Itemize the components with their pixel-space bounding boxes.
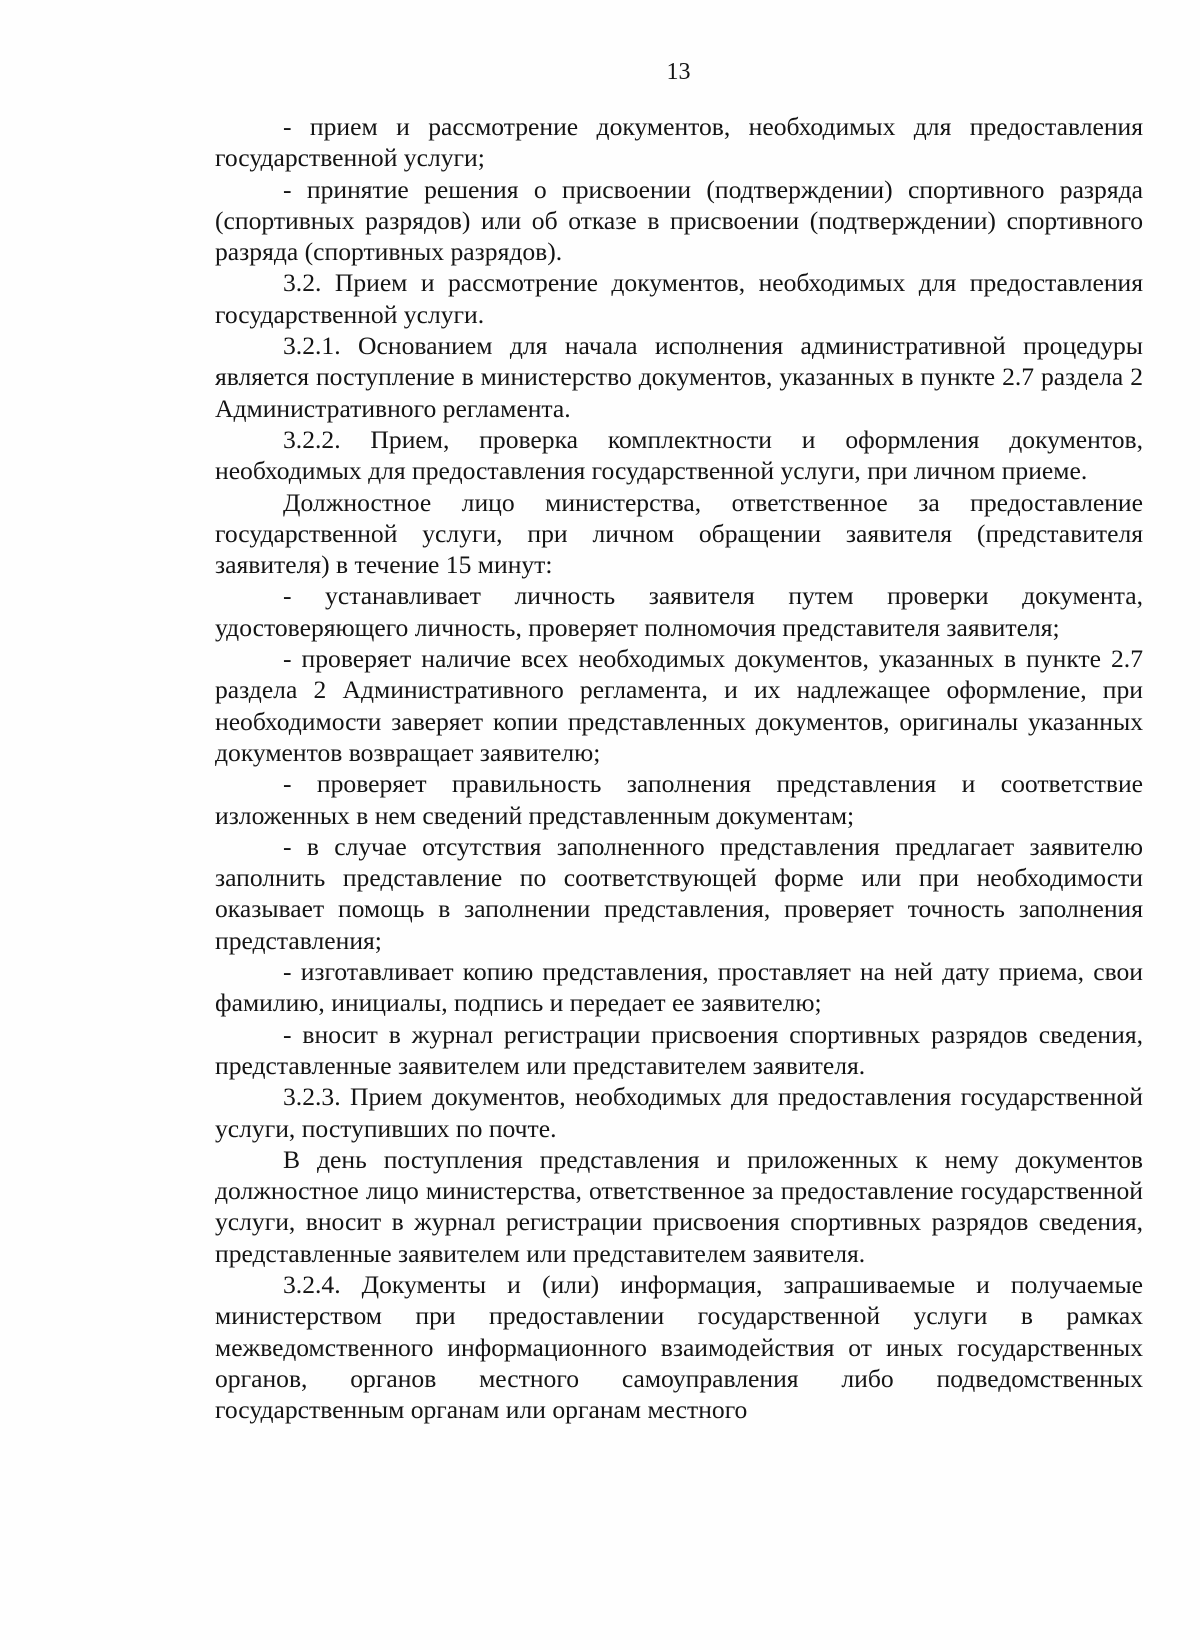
- paragraph-3-2-heading: 3.2. Прием и рассмотрение документов, необходимых для предоставления государственной услуги.: [215, 268, 1143, 329]
- document-body: [215, 111, 1143, 1425]
- paragraph-identity-check: - устанавливает личность заявителя путем проверки документа, удостоверяющего личность, проверяет полномочия представителя заявителя;: [215, 581, 1143, 642]
- paragraph-copy-form: - изготавливает копию представления, проставляет на ней дату приема, свои фамилию, инициалы, подпись и передает ее заявителю;: [215, 957, 1143, 1018]
- paragraph-mail-receipt: В день поступления представления и приложенных к нему документов должностное лицо министерства, ответственное за предоставление государственной услуги, вносит в журнал регистрации присвоения спортивных разрядов сведения, представленные заявителем или представителем заявителя.: [215, 1144, 1143, 1268]
- paragraph-form-check: - проверяет правильность заполнения представления и соответствие изложенных в нем сведений представленным документам;: [215, 769, 1143, 830]
- paragraph-journal-entry: - вносит в журнал регистрации присвоения спортивных разрядов сведения, представленные заявителем или представителем заявителя.: [215, 1019, 1143, 1080]
- paragraph-3-2-1: 3.2.1. Основанием для начала исполнения административной процедуры является поступление в министерство документов, указанных в пункте 2.7 раздела 2 Административного регламента.: [215, 331, 1143, 423]
- paragraph-missing-form: - в случае отсутствия заполненного представления предлагает заявителю заполнить представление по соответствующей форме или при необходимости оказывает помощь в заполнении представления, проверяет точность заполнения представления;: [215, 831, 1143, 955]
- paragraph-documents-check: - проверяет наличие всех необходимых документов, указанных в пункте 2.7 раздела 2 Административного регламента, и их надлежащее оформление, при необходимости заверяет копии представленных документов, оригиналы указанных документов возвращает заявителю;: [215, 644, 1143, 767]
- paragraph-3-2-2: 3.2.2. Прием, проверка комплектности и оформления документов, необходимых для предоставления государственной услуги, при личном приеме.: [215, 424, 1143, 486]
- paragraph-3-2-4: 3.2.4. Документы и (или) информация, запрашиваемые и получаемые министерством при предоставлении государственной услуги в рамках межведомственного информационного взаимодействия от иных государственных органов, органов местного самоуправления либо подведомственных государственным органам или органам местного: [215, 1269, 1143, 1425]
- paragraph-official-intro: Должностное лицо министерства, ответственное за предоставление государственной услуги, при личном обращении заявителя (представителя заявителя) в течение 15 минут:: [215, 487, 1143, 580]
- page-number: 13: [666, 59, 691, 85]
- paragraph-1: - прием и рассмотрение документов, необходимых для предоставления государственной услуги;: [215, 112, 1143, 173]
- paragraph-2: - принятие решения о присвоении (подтверждении) спортивного разряда (спортивных разрядов) или об отказе в присвоении (подтверждении) спортивного разряда (спортивных разрядов).: [215, 174, 1143, 267]
- paragraph-3-2-3: 3.2.3. Прием документов, необходимых для предоставления государственной услуги, поступивших по почте.: [215, 1082, 1143, 1143]
